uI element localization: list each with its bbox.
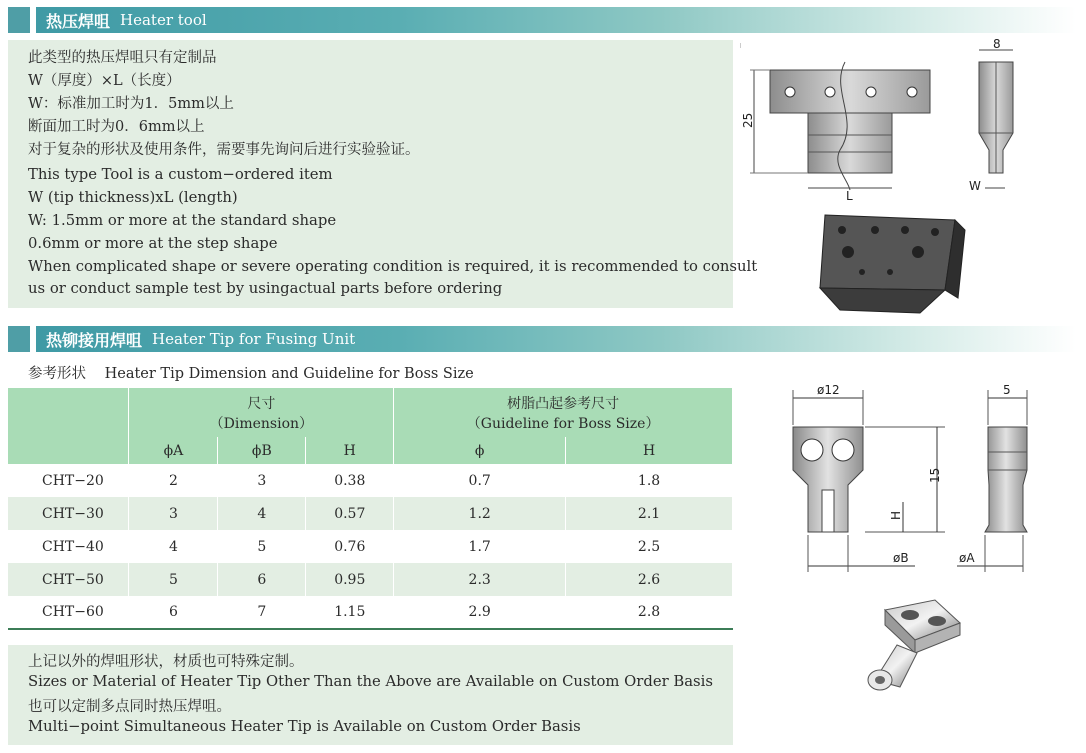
column-header-boss-phi: ϕ: [394, 437, 566, 464]
table-cell: 2: [129, 464, 218, 497]
table-subtitle-en: Heater Tip Dimension and Guideline for Boss Size: [104, 366, 474, 382]
model-column-header: [8, 388, 129, 464]
model-cell: CHT−50: [8, 563, 129, 596]
note-line-en-1: Sizes or Material of Heater Tip Other Than the Above are Available on Custom Order Basis: [28, 673, 713, 690]
width-dimension-label: ø12: [817, 383, 840, 397]
table-cell: 7: [218, 596, 306, 629]
table-cell: 2.8: [566, 596, 733, 629]
table-cell: 2.6: [566, 563, 733, 596]
table-cell: 4: [218, 497, 306, 530]
width-dimension-label: 8: [993, 38, 1001, 51]
description-line-zh-2: W（厚度）×L（长度）: [28, 73, 181, 89]
length-dimension-label: L: [846, 189, 853, 203]
section-header-heater-tool: [8, 7, 1076, 33]
h-dimension-label: H: [889, 510, 903, 520]
table-cell: 0.57: [306, 497, 394, 530]
note-line-en-2: Multi−point Simultaneous Heater Tip is Available on Custom Order Basis: [28, 718, 581, 735]
dimension-group-header: [129, 388, 394, 437]
table-cell: 1.7: [394, 530, 566, 563]
table-cell: 3: [218, 464, 306, 497]
model-cell: CHT−20: [8, 464, 129, 497]
table-cell: 6: [218, 563, 306, 596]
table-cell: 1.15: [306, 596, 394, 629]
table-cell: 2.5: [566, 530, 733, 563]
section-title-bar: [36, 326, 1076, 352]
section-title-bar: [36, 7, 1076, 33]
description-line-zh-1: 此类型的热压焊咀只有定制品: [28, 50, 217, 66]
heater-tool-side-drawing: [955, 38, 1035, 203]
b-dimension-label: øB: [893, 551, 909, 565]
section-title-en: Heater tool: [120, 11, 207, 29]
model-cell: CHT−30: [8, 497, 129, 530]
model-cell: CHT−60: [8, 596, 129, 629]
column-header-h: H: [306, 437, 394, 464]
table-subtitle-zh: 参考形状: [28, 366, 86, 382]
table-cell: 5: [129, 563, 218, 596]
table-cell: 3: [129, 497, 218, 530]
section-header-fusing-unit: [8, 326, 1076, 352]
section-title-zh: 热压焊咀: [46, 11, 111, 31]
section-marker: [8, 326, 30, 352]
column-header-phi-b: ϕB: [218, 437, 306, 464]
heater-tool-3d-illustration: [800, 210, 970, 315]
note-line-zh-2: 也可以定制多点同时热压焊咀。: [28, 699, 231, 715]
height-dimension-label: 25: [741, 112, 755, 128]
description-line-en-1: This type Tool is a custom−ordered item: [28, 166, 333, 183]
table-cell: 2.9: [394, 596, 566, 629]
table-cell: 6: [129, 596, 218, 629]
section-title-zh: 热铆接用焊咀: [46, 330, 143, 350]
description-line-en-5: When complicated shape or severe operating condition is required, it is recommended to consult: [28, 258, 758, 275]
table-cell: 2.1: [566, 497, 733, 530]
table-row: [8, 563, 733, 596]
section-title-en: Heater Tip for Fusing Unit: [152, 330, 356, 348]
column-header-boss-h: H: [566, 437, 733, 464]
column-header-phi-a: ϕA: [129, 437, 218, 464]
model-cell: CHT−40: [8, 530, 129, 563]
heater-tip-side-drawing: [955, 380, 1035, 575]
table-cell: 0.38: [306, 464, 394, 497]
boss-group-zh: 树脂凸起参考尺寸: [507, 395, 620, 412]
table-cell: 0.76: [306, 530, 394, 563]
table-subtitle: [28, 362, 474, 383]
heater-tip-3d-illustration: [855, 595, 965, 700]
table-cell: 1.2: [394, 497, 566, 530]
heater-tip-front-drawing: [785, 380, 955, 575]
table-cell: 1.8: [566, 464, 733, 497]
height-dimension-label: 15: [928, 467, 942, 483]
table-cell: 2.3: [394, 563, 566, 596]
dimension-group-zh: 尺寸: [247, 395, 276, 412]
table-row: [8, 596, 733, 629]
table-cell: 0.95: [306, 563, 394, 596]
note-line-zh-1: 上记以外的焊咀形状，材质也可特殊定制。: [28, 654, 304, 670]
table-row: [8, 497, 733, 530]
description-line-zh-3: W：标准加工时为1．5mm以上: [28, 96, 234, 112]
section-marker: [8, 7, 30, 33]
thickness-dimension-label: W: [969, 179, 981, 193]
boss-group-en: （Guideline for Boss Size）: [466, 415, 660, 432]
a-dimension-label: øA: [959, 551, 975, 565]
table-cell: 0.7: [394, 464, 566, 497]
table-row: [8, 464, 733, 497]
description-line-zh-4: 断面加工时为0．6mm以上: [28, 119, 205, 135]
table-cell: 5: [218, 530, 306, 563]
table-cell: 4: [129, 530, 218, 563]
description-line-en-3: W: 1.5mm or more at the standard shape: [28, 212, 337, 229]
heater-tip-spec-table: [8, 388, 733, 630]
boss-group-header: [394, 388, 733, 437]
side-width-label: 5: [1003, 383, 1011, 397]
description-line-en-6: us or conduct sample test by usingactual parts before ordering: [28, 280, 503, 297]
description-line-zh-5: 对于复杂的形状及使用条件，需要事先询问后进行实验验证。: [28, 142, 420, 158]
dimension-group-en: （Dimension）: [209, 415, 314, 432]
description-line-en-4: 0.6mm or more at the step shape: [28, 235, 278, 252]
heater-tool-front-drawing: [740, 40, 940, 205]
table-row: [8, 530, 733, 563]
description-line-en-2: W (tip thickness)xL (length): [28, 189, 238, 206]
